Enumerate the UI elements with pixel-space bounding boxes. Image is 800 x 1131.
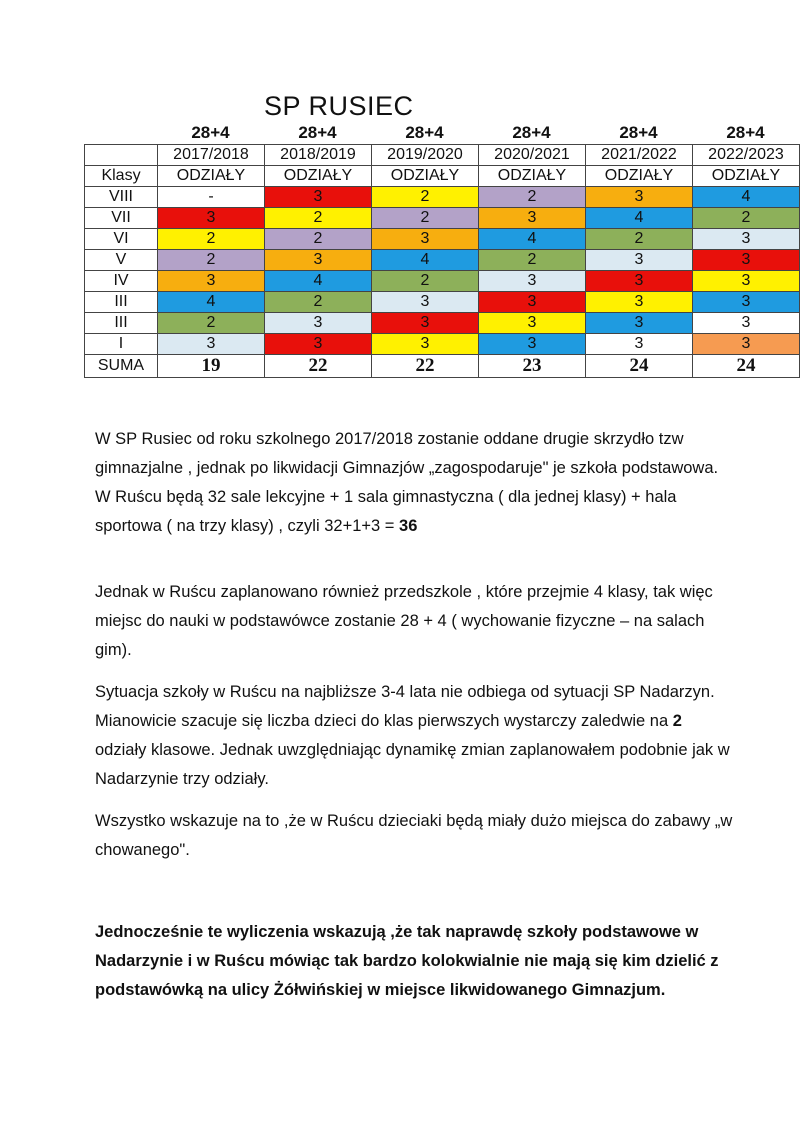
division-count-cell: 3 <box>693 271 800 292</box>
class-row <box>85 229 800 250</box>
empty-cell <box>85 145 158 166</box>
division-count-cell: 3 <box>479 208 586 229</box>
division-count-cell: 2 <box>372 208 479 229</box>
class-label: VII <box>85 208 158 229</box>
division-count-cell: 3 <box>586 250 693 271</box>
division-count-cell: 3 <box>479 271 586 292</box>
division-count-cell: 3 <box>693 229 800 250</box>
division-count-cell: 4 <box>265 271 372 292</box>
division-count-cell: 3 <box>693 250 800 271</box>
division-count-cell: 4 <box>158 292 265 313</box>
division-count-cell: 4 <box>586 208 693 229</box>
class-label: I <box>85 334 158 355</box>
capacity-label: 28+4 <box>191 123 230 142</box>
division-count-cell: 2 <box>693 208 800 229</box>
division-count-cell: - <box>158 187 265 208</box>
class-row <box>85 313 800 334</box>
capacity-label: 28+4 <box>405 123 444 142</box>
paragraph-5: Jednocześnie te wyliczenia wskazują ,że tak naprawdę szkoły podstawowe w Nadarzynie i w Ruścu mówiąc tak bardzo kolokwialnie nie mają się kim dzielić z podstawówką na ulicy Żółwińskiej w miejsce likwidowanego Gimnazjum. <box>95 923 719 999</box>
division-count-cell: 2 <box>372 271 479 292</box>
class-label: III <box>85 292 158 313</box>
division-count-cell: 4 <box>479 229 586 250</box>
sum-row <box>85 355 800 378</box>
page-title: SP RUSIEC <box>264 91 414 121</box>
division-count-cell: 3 <box>693 313 800 334</box>
paragraph-3-text-a: Sytuacja szkoły w Ruścu na najbliższe 3-4 lata nie odbiega od sytuacji SP Nadarzyn. Mianowicie szacuje się liczba dzieci do klas pierwszych wystarczy zaledwie na <box>95 683 715 730</box>
sum-value: 19 <box>158 355 265 378</box>
class-label: VIII <box>85 187 158 208</box>
paragraph-3-bold: 2 <box>672 712 682 730</box>
klasy-header: Klasy <box>85 166 158 187</box>
class-label: V <box>85 250 158 271</box>
year-header: 2019/2020 <box>372 145 479 166</box>
class-label: III <box>85 313 158 334</box>
capacity-label: 28+4 <box>619 123 658 142</box>
division-count-cell: 3 <box>586 187 693 208</box>
class-label: IV <box>85 271 158 292</box>
division-count-cell: 2 <box>265 229 372 250</box>
year-header: 2018/2019 <box>265 145 372 166</box>
division-count-cell: 3 <box>693 334 800 355</box>
division-count-cell: 3 <box>479 313 586 334</box>
division-count-cell: 3 <box>372 313 479 334</box>
class-table <box>84 144 800 378</box>
division-count-cell: 3 <box>158 208 265 229</box>
division-count-cell: 3 <box>372 334 479 355</box>
odzialy-header: ODZIAŁY <box>693 166 800 187</box>
capacity-label: 28+4 <box>512 123 551 142</box>
odzialy-header-row <box>85 166 800 187</box>
division-count-cell: 3 <box>265 313 372 334</box>
division-count-cell: 3 <box>586 334 693 355</box>
division-count-cell: 3 <box>586 271 693 292</box>
division-count-cell: 3 <box>479 292 586 313</box>
class-row <box>85 271 800 292</box>
year-header: 2021/2022 <box>586 145 693 166</box>
class-row <box>85 250 800 271</box>
paragraph-1 <box>95 425 735 541</box>
division-count-cell: 2 <box>479 250 586 271</box>
year-header: 2017/2018 <box>158 145 265 166</box>
capacity-label: 28+4 <box>298 123 337 142</box>
division-count-cell: 2 <box>372 187 479 208</box>
year-header: 2020/2021 <box>479 145 586 166</box>
odzialy-header: ODZIAŁY <box>372 166 479 187</box>
class-row <box>85 292 800 313</box>
division-count-cell: 3 <box>158 334 265 355</box>
paragraph-1-bold: 36 <box>399 517 418 535</box>
year-header: 2022/2023 <box>693 145 800 166</box>
class-label: VI <box>85 229 158 250</box>
sum-value: 22 <box>372 355 479 378</box>
division-count-cell: 2 <box>158 313 265 334</box>
division-count-cell: 2 <box>158 229 265 250</box>
division-count-cell: 3 <box>265 187 372 208</box>
division-count-cell: 3 <box>265 334 372 355</box>
division-count-cell: 2 <box>586 229 693 250</box>
class-row <box>85 334 800 355</box>
division-count-cell: 2 <box>265 208 372 229</box>
sum-value: 24 <box>693 355 800 378</box>
year-header-row <box>85 145 800 166</box>
division-count-cell: 2 <box>265 292 372 313</box>
sum-value: 24 <box>586 355 693 378</box>
odzialy-header: ODZIAŁY <box>265 166 372 187</box>
class-row <box>85 208 800 229</box>
division-count-cell: 3 <box>586 292 693 313</box>
sum-value: 23 <box>479 355 586 378</box>
division-count-cell: 2 <box>158 250 265 271</box>
division-count-cell: 4 <box>372 250 479 271</box>
odzialy-header: ODZIAŁY <box>479 166 586 187</box>
division-count-cell: 3 <box>586 313 693 334</box>
paragraph-3 <box>95 678 735 794</box>
paragraph-3-text-b: odziały klasowe. Jednak uwzględniając dynamikę zmian zaplanowałem podobnie jak w Nadarzynie trzy odziały. <box>95 741 730 788</box>
odzialy-header: ODZIAŁY <box>158 166 265 187</box>
paragraph-4: Wszystko wskazuje na to ,że w Ruścu dzieciaki będą miały dużo miejsca do zabawy „w chowanego". <box>95 812 733 859</box>
division-count-cell: 2 <box>479 187 586 208</box>
division-count-cell: 4 <box>693 187 800 208</box>
division-count-cell: 3 <box>372 292 479 313</box>
suma-label: SUMA <box>85 355 158 378</box>
sum-value: 22 <box>265 355 372 378</box>
division-count-cell: 3 <box>372 229 479 250</box>
odzialy-header: ODZIAŁY <box>586 166 693 187</box>
paragraph-2: Jednak w Ruścu zaplanowano również przedszkole , które przejmie 4 klasy, tak więc miejsc do nauki w podstawówce zostanie 28 + 4 ( wychowanie fizyczne – na salach gim). <box>95 583 713 659</box>
class-row <box>85 187 800 208</box>
paragraph-1-text: W SP Rusiec od roku szkolnego 2017/2018 zostanie oddane drugie skrzydło tzw gimnazjalne , jednak po likwidacji Gimnazjów „zagospodaruje" je szkoła podstawowa. W Ruścu będą 32 sale lekcyjne + 1 sala gimnastyczna ( dla jednej klasy) + hala sportowa ( na trzy klasy) , czyli 32+1+3 = <box>95 430 719 535</box>
division-count-cell: 3 <box>693 292 800 313</box>
capacity-label: 28+4 <box>726 123 765 142</box>
division-count-cell: 3 <box>265 250 372 271</box>
division-count-cell: 3 <box>158 271 265 292</box>
division-count-cell: 3 <box>479 334 586 355</box>
